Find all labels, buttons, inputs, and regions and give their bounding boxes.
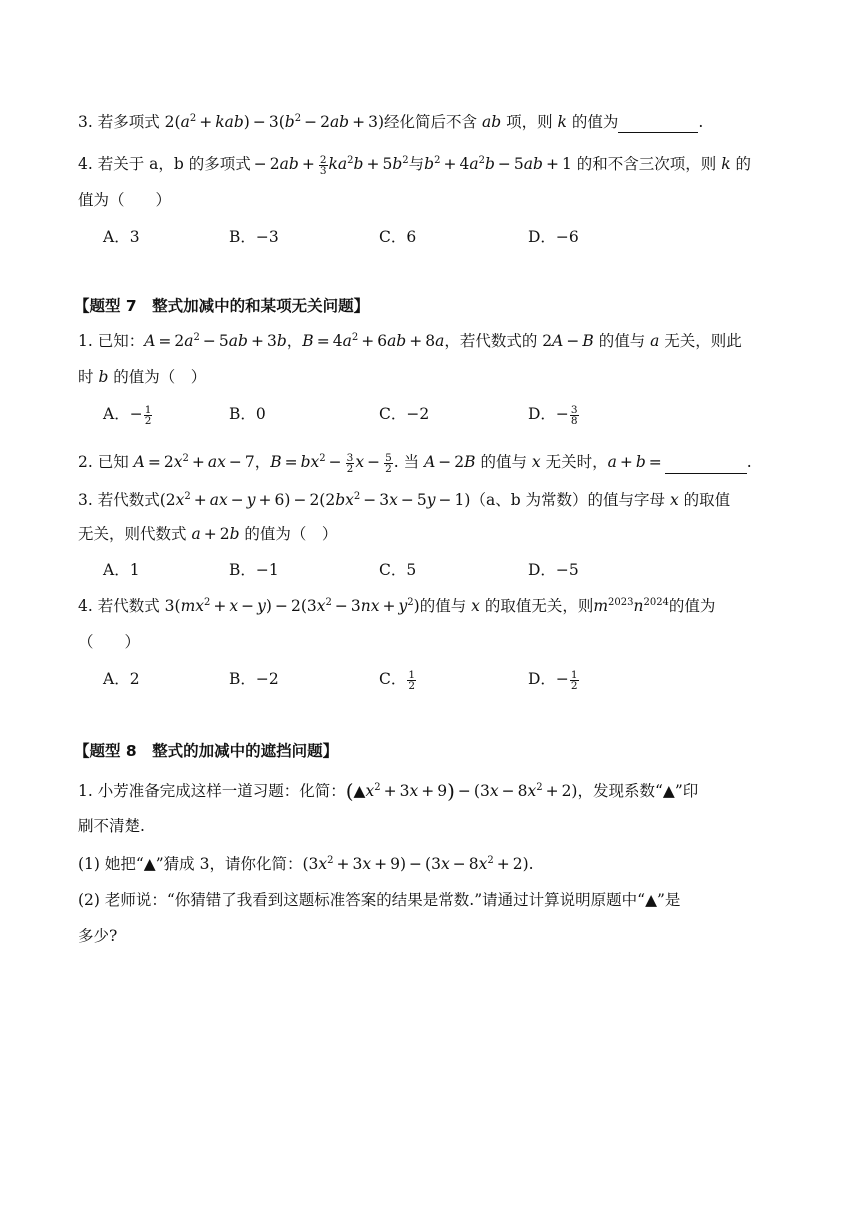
option-d[interactable]: D．−5 (528, 561, 579, 579)
s7-question-4-line-2: （ ） (78, 633, 141, 651)
s8-part-2-line-2: 多少? (78, 927, 118, 945)
question-4: 4. 若关于 a，b 的多项式 − 2ab + $\frac{2}{3}$ $ka^2b + 5b^2$与$b^2 + 4a^2b - 5ab + 1$ 的和不含三次项，则 k 的 (78, 153, 752, 177)
s7-question-3-line-2: 无关，则代数式 a + 2b 的值为（ ） (78, 525, 338, 543)
option-b[interactable]: B．−1 (229, 561, 279, 579)
s8-part-2: (2) 老师说：“你猜错了我看到这题标准答案的结果是常数.”请通过计算说明原题中“▲”是 (78, 891, 681, 909)
s8-question-1-line-2: 刷不清楚. (78, 817, 145, 835)
question-3: 3. 若多项式 $2(a^2 + kab) - 3(b^2 - 2ab + 3)$经化简后不含 ab 项，则 k 的值为 . (78, 113, 704, 131)
option-d[interactable]: D．−6 (528, 228, 579, 246)
s8-question-1: 1. 小芳准备完成这样一道习题：化简：$(▲x^2 + 3x + 9) - (3x - 8x^2 + 2)$，发现系数“▲”印 (78, 779, 699, 803)
option-b[interactable]: B．−2 (229, 670, 279, 688)
option-d[interactable]: D．− $\frac{3}{8}$ (528, 403, 578, 427)
section-heading-8: 【题型 8 整式的加减中的遮挡问题】 (74, 742, 339, 760)
answer-blank[interactable] (618, 116, 698, 133)
option-a[interactable]: A．− $\frac{1}{2}$ (103, 403, 152, 427)
option-c[interactable]: C．5 (379, 561, 417, 579)
s7-question-4: 4. 若代数式 $3(mx^2 + x - y) - 2(3x^2 - 3nx + y^2)$的值与 x 的取值无关，则$m^{2023}n^{2024}$的值为 (78, 597, 716, 615)
s7-question-1: 1. 已知：$A = 2a^2 - 5ab + 3b$，$B = 4a^2 + 6ab + 8a$，若代数式的 2A − B 的值与 a 无关，则此 (78, 332, 742, 350)
option-a[interactable]: A．2 (103, 670, 140, 688)
s7-question-2: 2. 已知 $A = 2x^2$ + ax − 7，$B = bx^2$ − $\frac{3}{2}$ x − $\frac{5}{2}$ . 当 A − 2B 的值与 x 无关时，a + b = . (78, 451, 752, 475)
option-b[interactable]: B．−3 (229, 228, 279, 246)
s8-part-1: (1) 她把“▲”猜成 3，请你化简：$(3x^2 + 3x + 9) - (3x - 8x^2 + 2)$. (78, 855, 534, 873)
section-heading-7: 【题型 7 整式加减中的和某项无关问题】 (74, 297, 370, 315)
option-b[interactable]: B．0 (229, 405, 266, 423)
option-c[interactable]: C． $\frac{1}{2}$ (379, 668, 416, 692)
answer-blank[interactable] (665, 457, 747, 474)
question-4-line-2: 值为（ ） (78, 191, 172, 209)
option-c[interactable]: C．6 (379, 228, 417, 246)
s7-question-1-line-2: 时 b 的值为（ ） (78, 368, 207, 386)
option-d[interactable]: D．− $\frac{1}{2}$ (528, 668, 578, 692)
option-c[interactable]: C．−2 (379, 405, 430, 423)
option-a[interactable]: A．1 (103, 561, 140, 579)
option-a[interactable]: A．3 (103, 228, 140, 246)
s7-question-3: 3. 若代数式($2x^2$ + ax − $y + 6) - 2(2bx^2 - 3x - 5y - 1)(a$、b 为常数）的值与字母 x 的取值 (78, 491, 731, 509)
